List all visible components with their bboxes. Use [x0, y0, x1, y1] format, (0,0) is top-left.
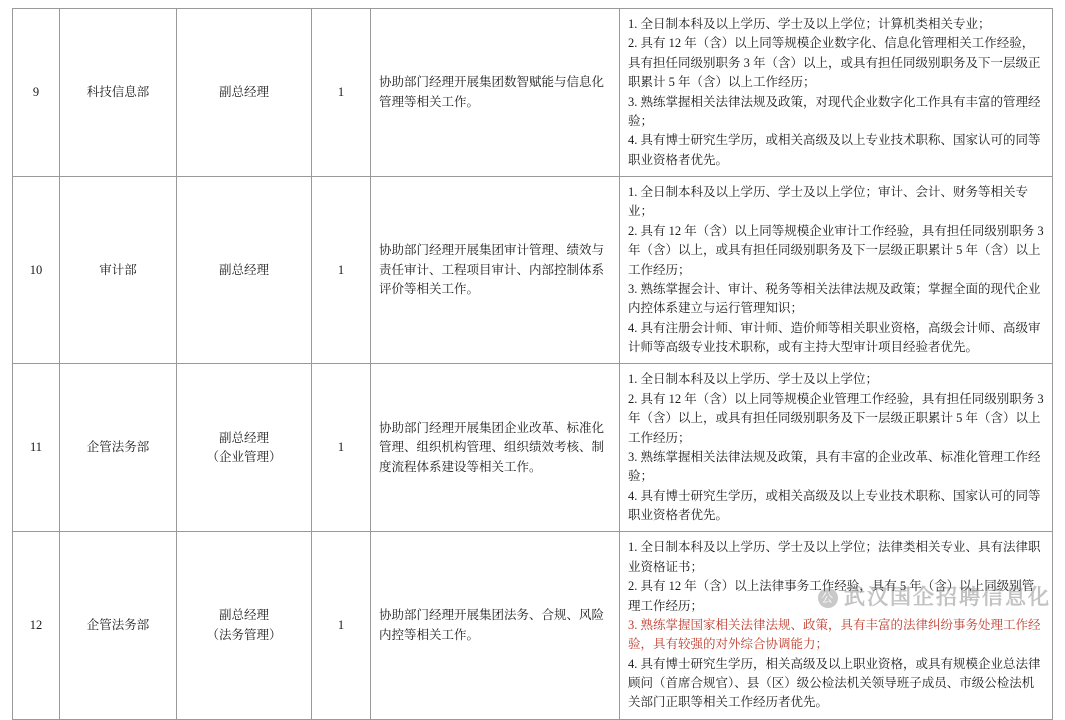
requirement-line: 4. 具有博士研究生学历，或相关高级及以上专业技术职称、国家认可的同等职业资格者优先。: [628, 488, 1041, 522]
watermark-text: 武汉国企招聘信息化: [844, 586, 1051, 609]
row-requirements: [620, 364, 1053, 532]
position-table: [12, 8, 1053, 720]
position-subtitle: （法务管理）: [206, 627, 282, 642]
row-number: 9: [13, 9, 60, 177]
table-body: [13, 9, 1053, 720]
row-position: [177, 177, 312, 364]
row-headcount: 1: [312, 9, 371, 177]
requirement-line: 4. 具有博士研究生学历，相关高级及以上职业资格，或具有规模企业总法律顾问（首席合规官）、县（区）级公检法机关领导班子成员、市级公检法机关部门正职等相关工作经历者优先。: [628, 656, 1041, 710]
requirement-line: 2. 具有 12 年（含）以上同等规模企业管理工作经验，具有担任同级别职务 3 年（含）以上，或具有担任同级别职务及下一层级正职累计 5 年（含）以上工作经历；: [628, 391, 1044, 445]
row-position: [177, 9, 312, 177]
position-subtitle: （企业管理）: [206, 449, 282, 464]
position-title: 副总经理: [218, 84, 269, 99]
row-department: 企管法务部: [60, 364, 177, 532]
position-title: 副总经理: [218, 608, 269, 623]
table-row: [13, 177, 1053, 364]
requirement-line: 3. 熟练掌握会计、审计、税务等相关法律法规及政策；掌握全面的现代企业内控体系建立与运行管理知识；: [628, 281, 1041, 316]
row-duty: 协助部门经理开展集团审计管理、绩效与责任审计、工程项目审计、内部控制体系评价等相关工作。: [371, 177, 620, 364]
requirement-line: 3. 熟练掌握相关法律法规及政策，具有丰富的企业改革、标准化管理工作经验；: [628, 449, 1041, 484]
requirement-line: 2. 具有 12 年（含）以上法律事务工作经验，具有 5 年（含）以上同级别管理工作经历；: [628, 579, 1035, 613]
row-department: 审计部: [60, 177, 177, 364]
row-duty: 协助部门经理开展集团法务、合规、风险内控等相关工作。: [371, 532, 620, 719]
table-row: [13, 364, 1053, 532]
row-position: [177, 532, 312, 719]
requirement-line: 3. 熟练掌握国家相关法律法规、政策，具有丰富的法律纠纷事务处理工作经验，具有较强的对外综合协调能力；: [628, 617, 1041, 652]
row-requirements: [620, 9, 1053, 177]
row-headcount: 1: [312, 364, 371, 532]
table-row: [13, 9, 1053, 177]
row-requirements: [620, 177, 1053, 364]
row-duty: 协助部门经理开展集团数智赋能与信息化管理等相关工作。: [371, 9, 620, 177]
position-title: 副总经理: [218, 262, 269, 277]
table-row: [13, 532, 1053, 719]
requirement-line: 2. 具有 12 年（含）以上同等规模企业审计工作经验，具有担任同级别职务 3 年（含）以上，或具有担任同级别职务及下一层级正职累计 5 年（含）以上工作经历；: [628, 223, 1044, 277]
watermark-badge-icon: 公: [818, 588, 838, 608]
requirement-line: 4. 具有注册会计师、审计师、造价师等相关职业资格，高级会计师、高级审计师等高级专业技术职称，或有主持大型审计项目经验者优先。: [628, 320, 1041, 354]
requirement-line: 1. 全日制本科及以上学历、学士及以上学位；: [628, 372, 879, 387]
row-headcount: 1: [312, 177, 371, 364]
row-duty: 协助部门经理开展集团企业改革、标准化管理、组织机构管理、组织绩效考核、制度流程体系建设等相关工作。: [371, 364, 620, 532]
row-requirements: [620, 532, 1053, 719]
requirement-line: 1. 全日制本科及以上学历、学士及以上学位；法律类相关专业、具有法律职业资格证书；: [628, 540, 1041, 574]
row-number: 11: [13, 364, 60, 532]
row-number: 10: [13, 177, 60, 364]
requirement-line: 1. 全日制本科及以上学历、学士及以上学位；计算机类相关专业；: [628, 17, 991, 31]
row-department: 企管法务部: [60, 532, 177, 719]
row-department: 科技信息部: [60, 9, 177, 177]
requirement-line: 1. 全日制本科及以上学历、学士及以上学位；审计、会计、财务等相关专业；: [628, 185, 1029, 219]
requirement-line: 4. 具有博士研究生学历，或相关高级及以上专业技术职称、国家认可的同等职业资格者优先。: [628, 133, 1041, 167]
requirement-line: 3. 熟练掌握相关法律法规及政策，对现代企业数字化工作具有丰富的管理经验；: [628, 94, 1041, 128]
row-position: [177, 364, 312, 532]
requirement-line: 2. 具有 12 年（含）以上同等规模企业数字化、信息化管理相关工作经验，具有担任同级别职务 3 年（含）以上，或具有担任同级别职务及下一层级正职累计 5 年（含）以上工作经历；: [628, 36, 1041, 90]
row-number: 12: [13, 532, 60, 719]
row-headcount: 1: [312, 532, 371, 719]
position-title: 副总经理: [218, 430, 269, 445]
